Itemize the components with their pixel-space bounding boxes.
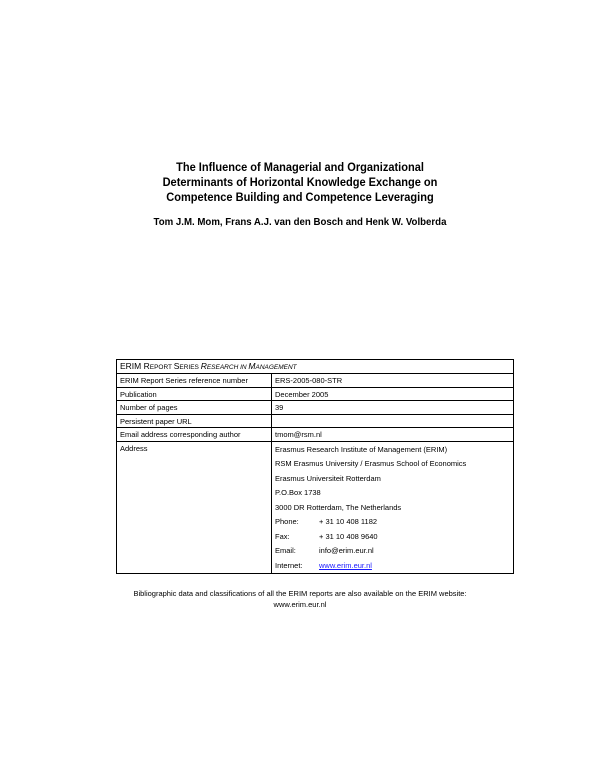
address-line: P.O.Box 1738 xyxy=(275,488,321,497)
header-text: ESEARCH IN xyxy=(206,364,249,371)
contact-value: + 31 10 408 1182 xyxy=(319,517,378,526)
report-info-table xyxy=(116,359,514,574)
row-label: ERIM Report Series reference number xyxy=(117,374,272,388)
contact-phone xyxy=(275,515,510,530)
row-value: December 2005 xyxy=(272,387,514,401)
table-row xyxy=(117,401,514,415)
table-row xyxy=(117,387,514,401)
contact-key: Email: xyxy=(275,546,296,555)
header-text: R xyxy=(200,361,207,371)
address-line: RSM Erasmus University / Erasmus School of Economics xyxy=(275,459,467,468)
table-header-row xyxy=(117,360,514,374)
footer-line-1: Bibliographic data and classifications of all the ERIM reports are also available on the ERIM website: xyxy=(133,589,467,598)
row-label: Number of pages xyxy=(117,401,272,415)
contact-value: info@erim.eur.nl xyxy=(319,546,374,555)
row-label: Publication xyxy=(117,387,272,401)
table-row xyxy=(117,428,514,442)
authors: Tom J.M. Mom, Frans A.J. van den Bosch and Henk W. Volberda xyxy=(153,216,447,228)
header-text: EPORT xyxy=(149,364,174,371)
header-text: ERIM R xyxy=(120,361,150,371)
header-text: ERIES xyxy=(179,364,201,371)
row-value: 39 xyxy=(272,401,514,415)
contact-value: + 31 10 408 9640 xyxy=(319,531,378,541)
header-text: ANAGEMENT xyxy=(255,364,297,371)
report-series-header xyxy=(117,360,514,374)
title-line-1: The Influence of Managerial and Organizational xyxy=(176,160,424,174)
row-value: ERS-2005-080-STR xyxy=(272,374,514,388)
address-row xyxy=(117,441,514,574)
table-row xyxy=(117,414,514,428)
contact-email xyxy=(275,544,510,559)
header-text: M xyxy=(248,361,256,371)
title-line-3: Competence Building and Competence Leveraging xyxy=(166,190,434,204)
website-link[interactable]: www.erim.eur.nl xyxy=(319,560,372,570)
address-line: Erasmus Universiteit Rotterdam xyxy=(275,473,381,483)
contact-internet xyxy=(275,559,510,574)
address-value xyxy=(272,441,514,574)
contact-key: Phone: xyxy=(275,517,299,526)
footer-note xyxy=(0,588,600,610)
paper-title xyxy=(24,160,576,205)
address-label: Address xyxy=(117,441,272,574)
contact-key: Fax: xyxy=(275,531,290,541)
row-label: Email address corresponding author xyxy=(117,428,272,442)
row-label: Persistent paper URL xyxy=(117,414,272,428)
address-line: Erasmus Research Institute of Management (ERIM) xyxy=(275,444,448,454)
table-row xyxy=(117,374,514,388)
address-line: 3000 DR Rotterdam, The Netherlands xyxy=(275,502,402,512)
header-text: S xyxy=(173,361,180,371)
footer-line-2: www.erim.eur.nl xyxy=(273,600,327,609)
row-value: tmom@rsm.nl xyxy=(272,428,514,442)
contact-key: Internet: xyxy=(275,560,303,570)
contact-fax xyxy=(275,530,510,545)
row-value xyxy=(272,414,514,428)
title-line-2: Determinants of Horizontal Knowledge Exchange on xyxy=(162,175,438,189)
